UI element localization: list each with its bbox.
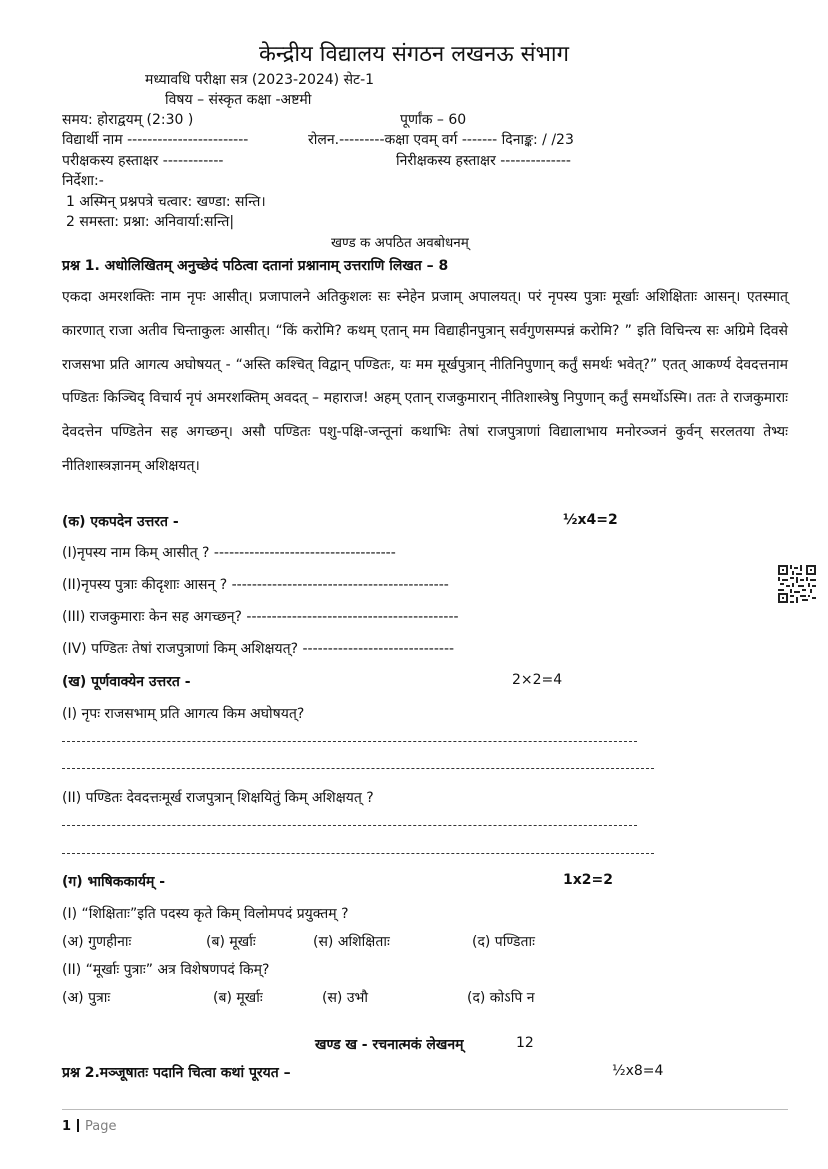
answer-line <box>62 853 654 854</box>
ga-q1-option-b: (ब) मूर्खाः <box>206 934 256 950</box>
ka-question-1: (I)नृपस्य नाम किम् आसीत् ? ------------------------------------ <box>62 545 396 561</box>
page-number: 1 <box>62 1119 72 1134</box>
roll-class-date-field: रोलन.---------कक्षा एवम् वर्ग ------- दिनाङ्क: / /23 <box>308 132 574 148</box>
question-2-title: प्रश्न 2.मञ्जूषातः पदानि चित्वा कथां पूरयत – <box>62 1065 291 1081</box>
answer-line <box>62 741 637 742</box>
question-2-marks: ½x8=4 <box>612 1063 664 1079</box>
section-kha-marks: 12 <box>516 1035 534 1051</box>
ga-q2-option-b: (ब) मूर्खाः <box>213 990 263 1006</box>
document-title: केन्द्रीय विद्यालय संगठन लखनऊ संभाग <box>258 42 570 67</box>
instruction-1: 1 अस्मिन् प्रश्नपत्रे चत्वार: खण्डा: सन्ति। <box>66 194 266 210</box>
ga-q1-option-a: (अ) गुणहीनाः <box>62 934 132 950</box>
ka-question-2: (II)नृपस्य पुत्राः कीदृशाः आसन् ? ------------------------------------------- <box>62 577 449 593</box>
ga-q1-option-d: (द) पण्डिताः <box>472 934 535 950</box>
invigilator-signature-field: निरीक्षकस्य हस्ताक्षर -------------- <box>396 153 571 169</box>
ga-q2-option-c: (स) उभौ <box>322 990 368 1006</box>
answer-line <box>62 768 654 769</box>
instruction-2: 2 समस्ता: प्रश्ना: अनिवार्या:सन्ति| <box>66 214 235 230</box>
footer-divider <box>62 1109 788 1110</box>
kha-question-1: (I) नृपः राजसभाम् प्रति आगत्य किम अघोषयत्? <box>62 706 305 722</box>
section-ka-heading: खण्ड क अपठित अवबोधनम् <box>331 235 469 251</box>
ga-q1-option-c: (स) अशिक्षिताः <box>313 934 390 950</box>
ga-question-1: (I) “शिक्षिताः”इति पदस्य कृते किम् विलोमपदं प्रयुक्तम् ? <box>62 906 349 922</box>
ga-marks: 1x2=2 <box>563 872 613 888</box>
section-kha-heading: खण्ड ख - रचनात्मकं लेखनम् <box>315 1037 464 1053</box>
examiner-signature-field: परीक्षकस्य हस्ताक्षर ------------ <box>62 153 224 169</box>
exam-session: मध्यावधि परीक्षा सत्र (2023-2024) सेट-1 <box>145 72 375 88</box>
ka-question-4: (IV) पण्डितः तेषां राजपुत्राणां किम् अशिक्षयत्? ------------------------------ <box>62 641 455 657</box>
question-1-title: प्रश्न 1. अधोलिखितम् अनुच्छेदं पठित्वा दतानां प्रश्नानाम् उत्तराणि लिखत – 8 <box>62 258 449 274</box>
ka-marks: ½x4=2 <box>563 512 618 528</box>
subject-class: विषय – संस्कृत कक्षा -अष्टमी <box>165 92 312 108</box>
ka-subheading: (क) एकपदेन उत्तरत - <box>62 514 179 530</box>
ga-question-2: (II) “मूर्खाः पुत्राः” अत्र विशेषणपदं किम्? <box>62 962 270 978</box>
page-footer <box>62 1115 117 1134</box>
ga-q2-option-d: (द) कोऽपि न <box>467 990 535 1006</box>
unseen-passage: एकदा अमरशक्तिः नाम नृपः आसीत्। प्रजापालने अतिकुशलः सः स्नेहेन प्रजाम् अपालयत्। परं नृपस्य पुत्राः मूर्खाः अशिक्षिताः आसन्। एतस्मात् कारणात् राजा अतीव चिन्ताकुलः आसीत्। “किं करोमि? कथम् एतान् मम विद्याहीनपुत्रान् सर्वगुणसम्पन्नं करोमि? ” इति विचिन्त्य सः अग्रिमे दिवसे राजसभा प्रति आगत्य अघोषयत् - “अस्ति कश्चित् विद्वान् पण्डितः, यः मम मूर्खपुत्रान् नीतिनिपुणान् कर्तुं समर्थः भवेत्?” एतत् आकर्ण्य देवदत्तनाम पण्डितः किञ्चिद् विचार्य नृपं अमरशक्तिम् अवदत् – महाराज! अहम् एतान् राजकुमारान् नीतिशास्त्रेषु निपुणान् कर्तुं समर्थोऽस्मि। ततः ते राजकुमाराः देवदत्तेन पण्डितेन सह अगच्छन्। असौ पण्डितः पशु-पक्षि-जन्तूनां कथाभिः तेषां राजपुत्राणां विद्यालाभाय मनोरञ्जनं कुर्वन् सरलतया तेभ्यः नीतिशास्त्रज्ञानम् अशिक्षयत्। <box>62 289 788 474</box>
footer-separator <box>77 1119 79 1132</box>
kha-question-2: (II) पण्डितः देवदत्तःमूर्ख राजपुत्रान् शिक्षयितुं किम् अशिक्षयत् ? <box>62 790 374 806</box>
qr-code-icon <box>778 565 816 603</box>
page-label: Page <box>85 1119 117 1134</box>
answer-line <box>62 825 637 826</box>
student-name-field: विद्यार्थी नाम ------------------------ <box>62 132 249 148</box>
ga-subheading: (ग) भाषिककार्यम् - <box>62 874 166 890</box>
kha-subheading: (ख) पूर्णवाक्येन उत्तरत - <box>62 674 191 690</box>
ka-question-3: (III) राजकुमाराः केन सह अगच्छन्? ------------------------------------------ <box>62 609 459 625</box>
exam-time: समय: होराद्वयम् (2:30 ) <box>62 112 194 128</box>
ga-q2-option-a: (अ) पुत्राः <box>62 990 111 1006</box>
kha-marks: 2×2=4 <box>512 672 563 688</box>
full-marks: पूर्णांक – 60 <box>400 112 467 128</box>
instructions-label: निर्देशा:- <box>62 173 104 189</box>
